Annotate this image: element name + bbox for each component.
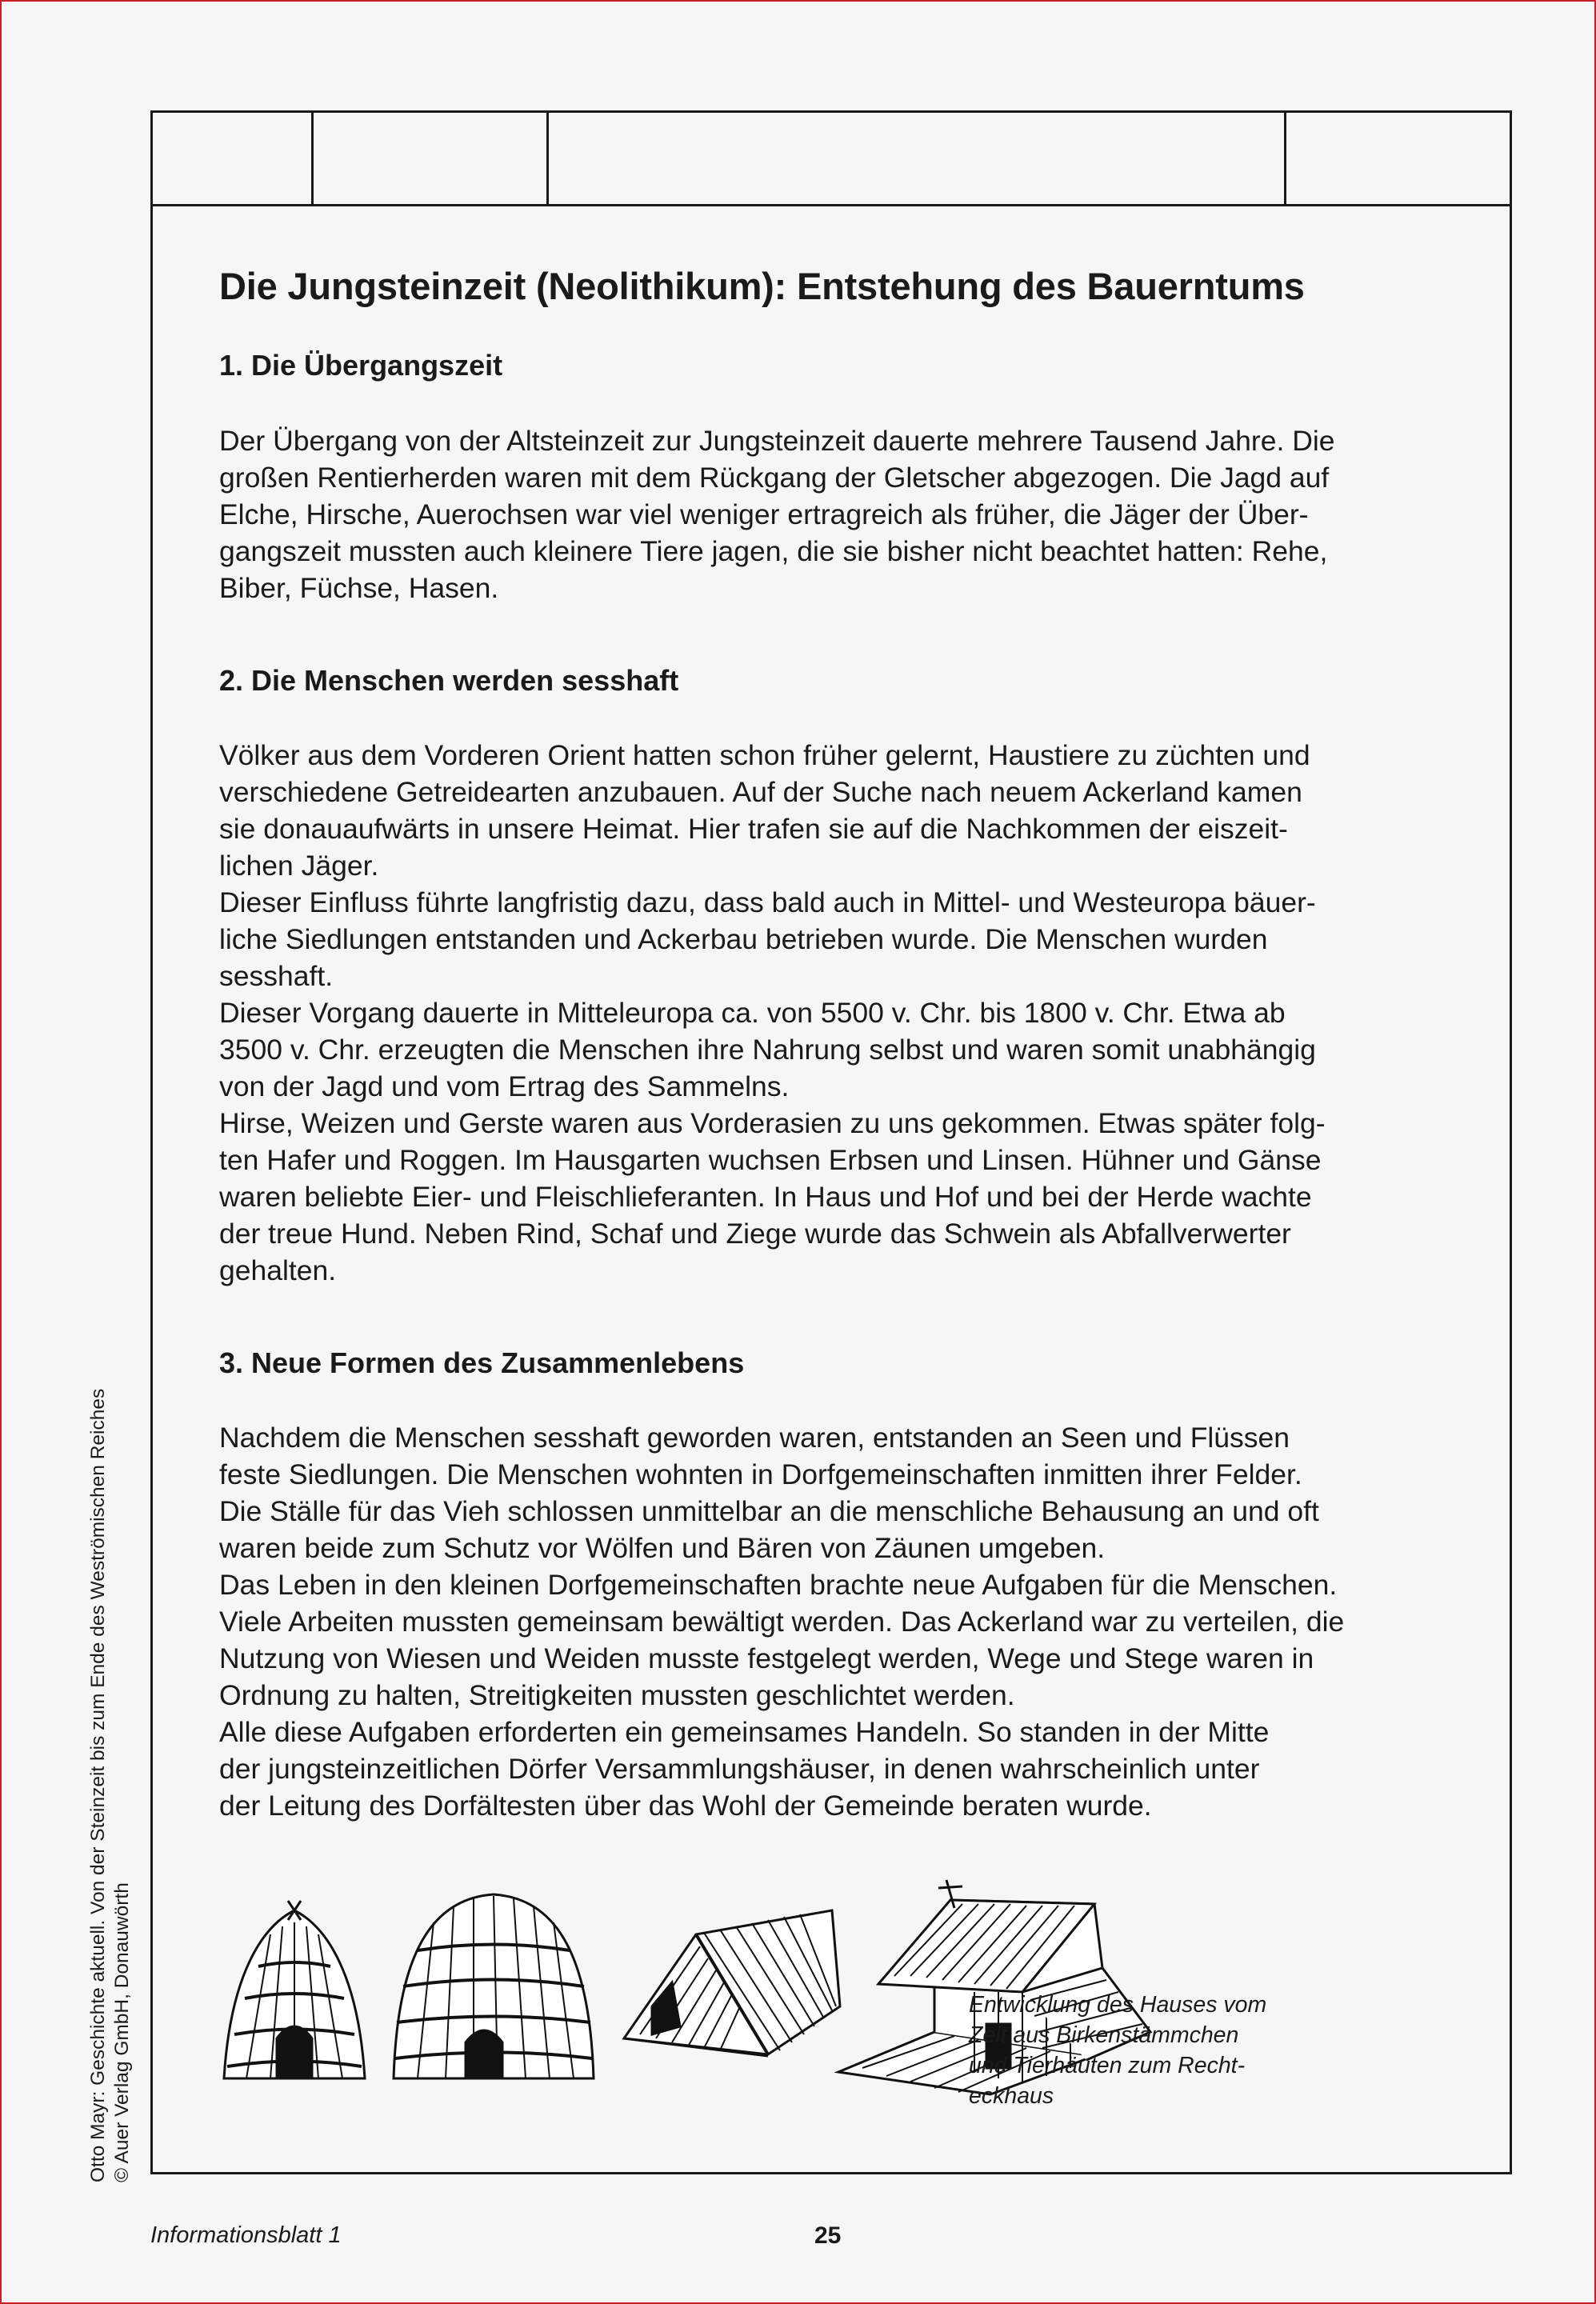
section-2-heading: 2. Die Menschen werden sesshaft bbox=[219, 664, 679, 697]
text-line: sie donauaufwärts in unsere Heimat. Hier trafen sie auf die Nachkommen der eiszeit- bbox=[219, 813, 1288, 845]
section-1-text bbox=[219, 422, 1334, 606]
text-line: Ordnung zu halten, Streitigkeiten mussten geschlichtet werden. bbox=[219, 1679, 1015, 1711]
text-line: Das Leben in den kleinen Dorfgemeinschaften brachte neue Aufgaben für die Menschen. bbox=[219, 1569, 1338, 1601]
caption-line: eckhaus bbox=[969, 2083, 1054, 2109]
text-line: liche Siedlungen entstanden und Ackerbau betrieben wurde. Die Menschen wurden bbox=[219, 923, 1268, 955]
text-line: Dieser Vorgang dauerte in Mitteleuropa ca. von 5500 v. Chr. bis 1800 v. Chr. Etwa ab bbox=[219, 997, 1286, 1029]
publisher-credit bbox=[86, 1389, 134, 2182]
birch-tent-hut-illustration bbox=[214, 1878, 374, 2094]
text-line: verschiedene Getreidearten anzubauen. Auf der Suche nach neuem Ackerland kamen bbox=[219, 776, 1302, 808]
text-line: 3500 v. Chr. erzeugten die Menschen ihre Nahrung selbst und waren somit unabhängig bbox=[219, 1034, 1316, 1066]
text-line: Völker aus dem Vorderen Orient hatten schon früher gelernt, Haustiere zu züchten und bbox=[219, 739, 1310, 771]
text-line: der jungsteinzeitlichen Dörfer Versammlungshäuser, in denen wahrscheinlich unter bbox=[219, 1753, 1260, 1785]
caption-line: Zelt aus Birkenstämmchen bbox=[969, 2022, 1239, 2048]
caption-line: und Tierhäuten zum Recht- bbox=[969, 2053, 1246, 2078]
text-line: Elche, Hirsche, Auerochsen war viel weniger ertragreich als früher, die Jäger der Über- bbox=[219, 498, 1309, 530]
text-line: Dieser Einfluss führte langfristig dazu, dass bald auch in Mittel- und Westeuropa bäuer- bbox=[219, 886, 1316, 918]
text-line: Der Übergang von der Altsteinzeit zur Jungsteinzeit dauerte mehrere Tausend Jahre. Die bbox=[219, 425, 1335, 457]
text-line: Biber, Füchse, Hasen. bbox=[219, 572, 499, 604]
text-line: gehalten. bbox=[219, 1254, 337, 1286]
credit-line: Otto Mayr: Geschichte aktuell. Von der Steinzeit bis zum Ende des Weströmischen Reiches bbox=[87, 1388, 109, 2182]
text-line: Die Ställe für das Vieh schlossen unmittelbar an die menschliche Behausung an und oft bbox=[219, 1495, 1319, 1527]
text-line: waren beliebte Eier- und Fleischlieferanten. In Haus und Hof und bei der Herde wachte bbox=[219, 1181, 1312, 1213]
text-line: Alle diese Aufgaben erforderten ein gemeinsames Handeln. So standen in der Mitte bbox=[219, 1716, 1270, 1748]
text-line: großen Rentierherden waren mit dem Rückgang der Gletscher abgezogen. Die Jagd auf bbox=[219, 462, 1330, 494]
round-hut-illustration bbox=[386, 1878, 602, 2094]
text-line: sesshaft. bbox=[219, 960, 334, 992]
credit-line: © Auer Verlag GmbH, Donauwörth bbox=[111, 1882, 133, 2182]
text-line: der Leitung des Dorfältesten über das Wohl der Gemeinde beraten wurde. bbox=[219, 1790, 1152, 1822]
text-line: feste Siedlungen. Die Menschen wohnten in Dorfgemeinschaften inmitten ihrer Felder. bbox=[219, 1458, 1302, 1490]
section-1-heading: 1. Die Übergangszeit bbox=[219, 349, 503, 382]
illustration-caption bbox=[969, 1990, 1313, 2111]
text-line: Nutzung von Wiesen und Weiden musste festgelegt werden, Wege und Stege waren in bbox=[219, 1642, 1314, 1674]
section-3-heading: 3. Neue Formen des Zusammenlebens bbox=[219, 1346, 745, 1379]
text-line: von der Jagd und vom Ertrag des Sammelns. bbox=[219, 1070, 790, 1102]
text-line: Viele Arbeiten mussten gemeinsam bewältigt werden. Das Ackerland war zu verteilen, die bbox=[219, 1606, 1345, 1638]
section-3-text bbox=[219, 1419, 1344, 1824]
section-2-text bbox=[219, 737, 1326, 1289]
worksheet-content bbox=[219, 0, 1467, 2160]
page-number: 25 bbox=[814, 2222, 842, 2249]
worksheet-title: Die Jungsteinzeit (Neolithikum): Entstehung des Bauerntums bbox=[219, 265, 1305, 307]
text-line: gangszeit mussten auch kleinere Tiere jagen, die sie bisher nicht beachtet hatten: Rehe, bbox=[219, 535, 1328, 567]
text-line: ten Hafer und Roggen. Im Hausgarten wuchsen Erbsen und Linsen. Hühner und Gänse bbox=[219, 1144, 1322, 1176]
footer-label: Informationsblatt 1 bbox=[150, 2222, 342, 2248]
text-line: lichen Jäger. bbox=[219, 850, 379, 882]
text-line: Nachdem die Menschen sesshaft geworden waren, entstanden an Seen und Flüssen bbox=[219, 1422, 1290, 1454]
a-frame-house-illustration bbox=[608, 1878, 848, 2094]
text-line: waren beide zum Schutz vor Wölfen und Bären von Zäunen umgeben. bbox=[219, 1532, 1106, 1564]
text-line: Hirse, Weizen und Gerste waren aus Vorderasien zu uns gekommen. Etwas später folg- bbox=[219, 1107, 1326, 1139]
text-line: der treue Hund. Neben Rind, Schaf und Ziege wurde das Schwein als Abfallverwerter bbox=[219, 1218, 1291, 1250]
caption-line: Entwicklung des Hauses vom bbox=[969, 1992, 1267, 2018]
